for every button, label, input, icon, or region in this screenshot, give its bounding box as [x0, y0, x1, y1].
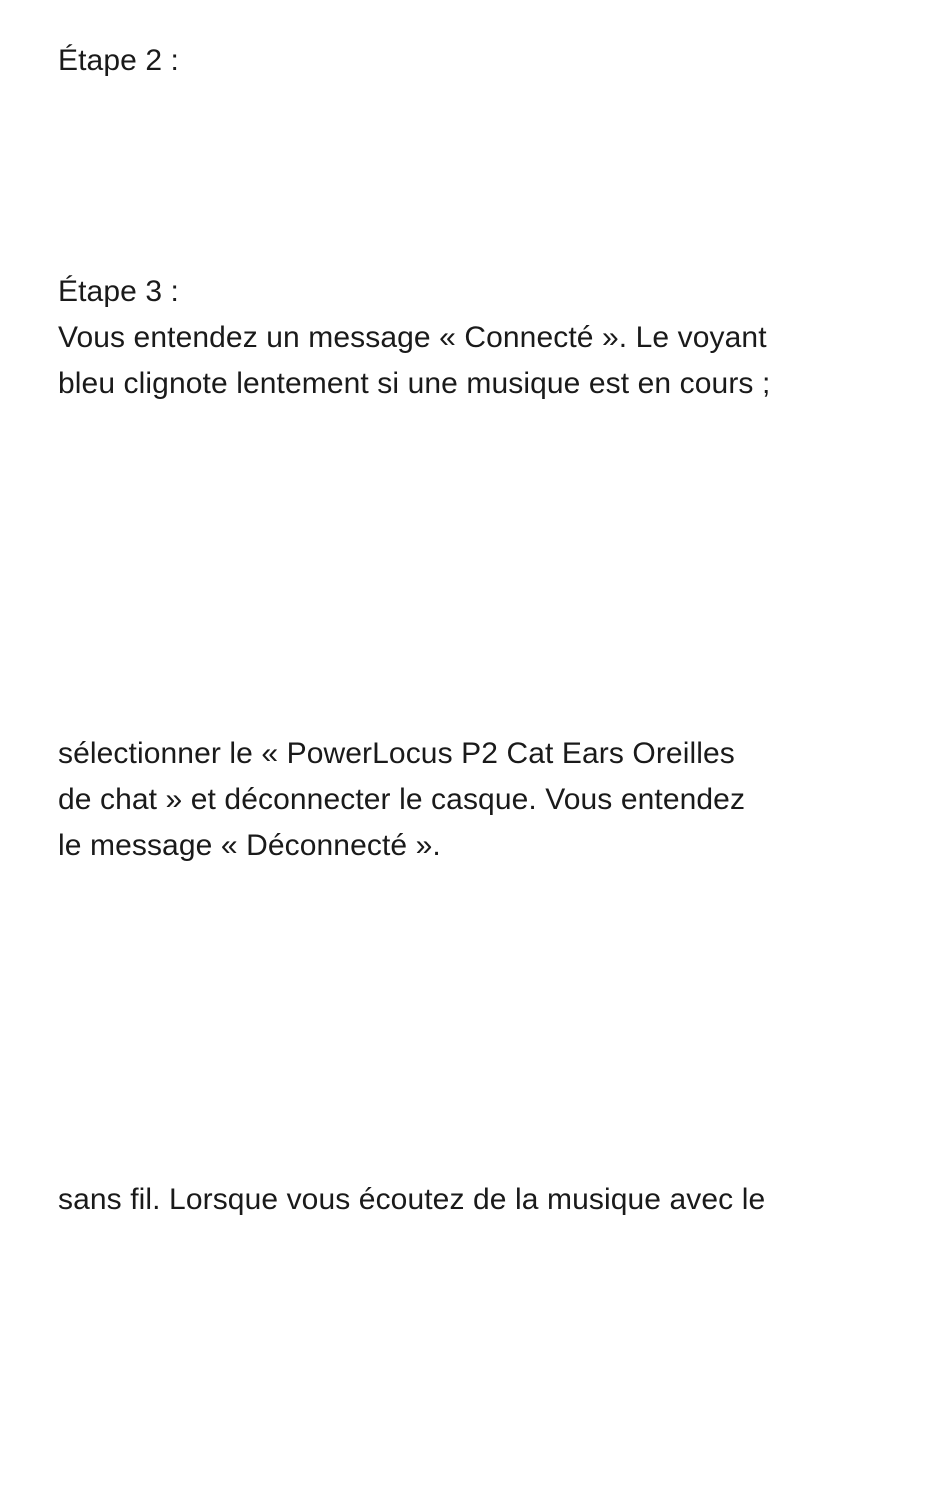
disconnect-text-line: le message « Déconnecté ».: [58, 829, 441, 862]
wireless-paragraph: [58, 1177, 918, 1223]
disconnect-text-line: sélectionner le « PowerLocus P2 Cat Ears Oreilles: [58, 737, 735, 770]
step-3-text-line: Vous entendez un message « Connecté ». Le voyant: [58, 321, 767, 354]
step-2-heading: Étape 2 :: [58, 44, 179, 77]
step-3-section: [58, 269, 918, 407]
step-2-section: [58, 38, 918, 84]
step-3-text-line: bleu clignote lentement si une musique est en cours ;: [58, 367, 771, 400]
step-3-heading: Étape 3 :: [58, 275, 179, 308]
disconnect-text-line: de chat » et déconnecter le casque. Vous entendez: [58, 783, 746, 816]
wireless-text-line: sans fil. Lorsque vous écoutez de la musique avec le: [58, 1183, 766, 1216]
disconnect-paragraph: [58, 731, 918, 869]
